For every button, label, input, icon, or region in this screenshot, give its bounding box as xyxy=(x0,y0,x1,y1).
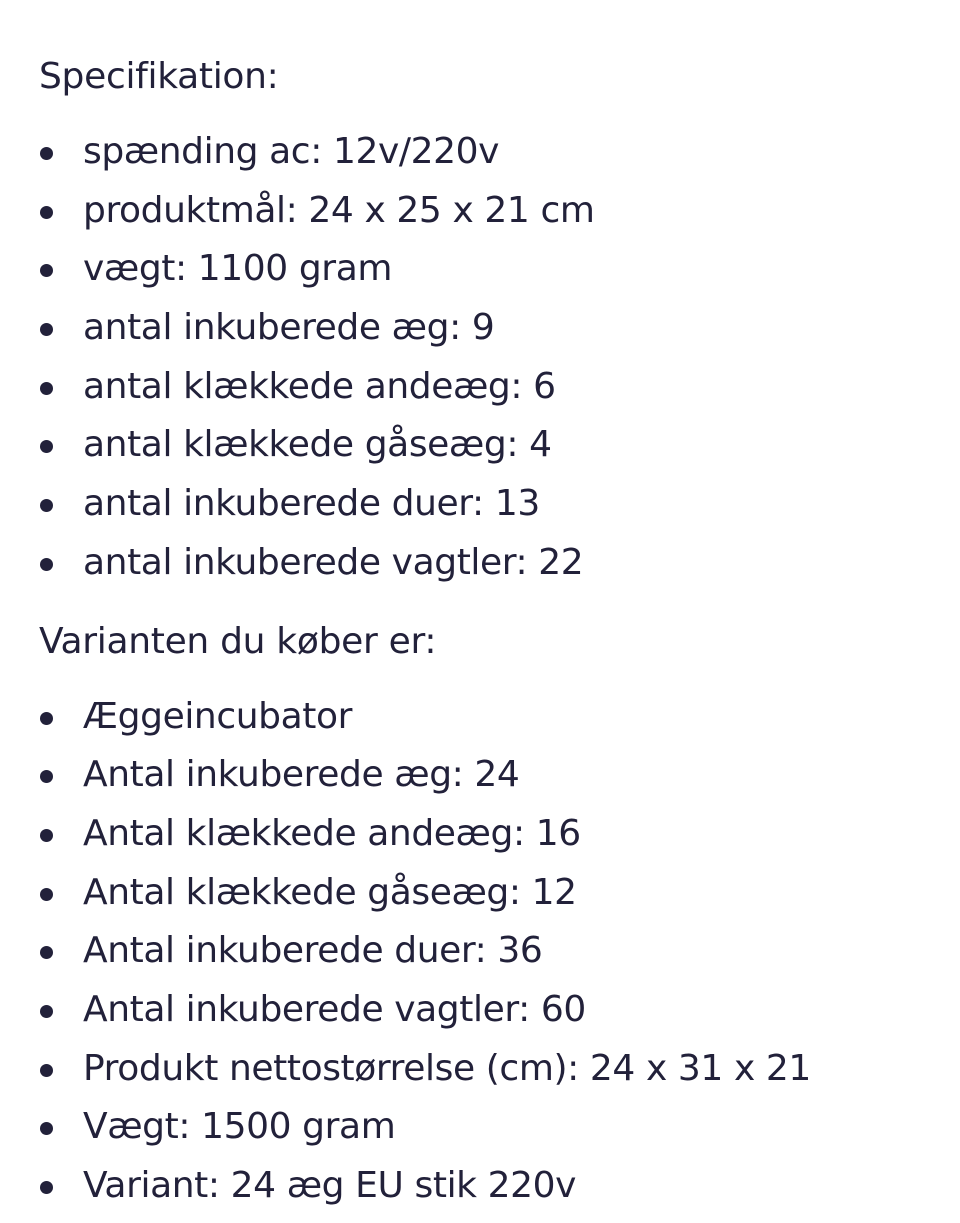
list-item-text: spænding ac: 12v/220v xyxy=(83,131,500,172)
list-item-text: Antal klækkede gåseæg: 12 xyxy=(83,871,577,913)
bullet-icon xyxy=(40,558,53,571)
bullet-icon xyxy=(40,206,53,219)
bullet-icon xyxy=(40,264,53,277)
list-item-text: Antal inkuberede duer: 36 xyxy=(83,930,543,972)
list-item xyxy=(39,123,960,182)
list-item xyxy=(39,805,960,864)
bullet-icon xyxy=(40,1064,53,1077)
list-item xyxy=(39,922,960,981)
bullet-icon xyxy=(40,946,53,959)
list-item xyxy=(39,688,960,747)
bullet-icon xyxy=(40,147,53,160)
list-item-text: Antal inkuberede æg: 24 xyxy=(83,754,520,796)
list-item xyxy=(39,182,960,241)
list-item xyxy=(39,475,960,534)
bullet-icon xyxy=(40,382,53,395)
list-item-text: antal inkuberede æg: 9 xyxy=(83,307,495,349)
list-item xyxy=(39,534,960,593)
list-item xyxy=(39,358,960,417)
bullet-icon xyxy=(40,499,53,512)
list-item xyxy=(39,1157,960,1216)
bullet-icon xyxy=(40,712,53,725)
list-item xyxy=(39,299,960,358)
bullet-icon xyxy=(40,770,53,783)
variant-list xyxy=(39,688,960,1216)
bullet-icon xyxy=(40,323,53,336)
list-item-text: Æggeincubator xyxy=(83,695,353,737)
list-item xyxy=(39,864,960,923)
bullet-icon xyxy=(40,1122,53,1135)
list-item xyxy=(39,1040,960,1099)
list-item-text: antal klækkede gåseæg: 4 xyxy=(83,424,552,466)
bullet-icon xyxy=(40,1181,53,1194)
list-item-text: Produkt nettostørrelse (cm): 24 x 31 x 21 xyxy=(83,1047,811,1089)
specification-list xyxy=(39,123,960,593)
list-item xyxy=(39,240,960,299)
list-item-text: vægt: 1100 gram xyxy=(83,248,393,290)
list-item-text: antal inkuberede duer: 13 xyxy=(83,483,540,525)
list-item-text: antal klækkede andeæg: 6 xyxy=(83,365,556,407)
list-item xyxy=(39,746,960,805)
variant-heading: Varianten du køber er: xyxy=(39,620,437,662)
list-item-text: antal inkuberede vagtler: 22 xyxy=(83,541,584,583)
bullet-icon xyxy=(40,1005,53,1018)
bullet-icon xyxy=(40,440,53,453)
list-item xyxy=(39,416,960,475)
list-item-text: Antal inkuberede vagtler: 60 xyxy=(83,988,586,1030)
list-item xyxy=(39,1098,960,1157)
bullet-icon xyxy=(40,888,53,901)
list-item-text: Vægt: 1500 gram xyxy=(83,1106,396,1148)
list-item-text: Variant: 24 æg EU stik 220v xyxy=(83,1165,577,1206)
list-item-text: produktmål: 24 x 25 x 21 cm xyxy=(83,189,595,231)
specification-heading: Specifikation: xyxy=(39,56,279,97)
bullet-icon xyxy=(40,829,53,842)
list-item-text: Antal klækkede andeæg: 16 xyxy=(83,812,581,854)
list-item xyxy=(39,981,960,1040)
